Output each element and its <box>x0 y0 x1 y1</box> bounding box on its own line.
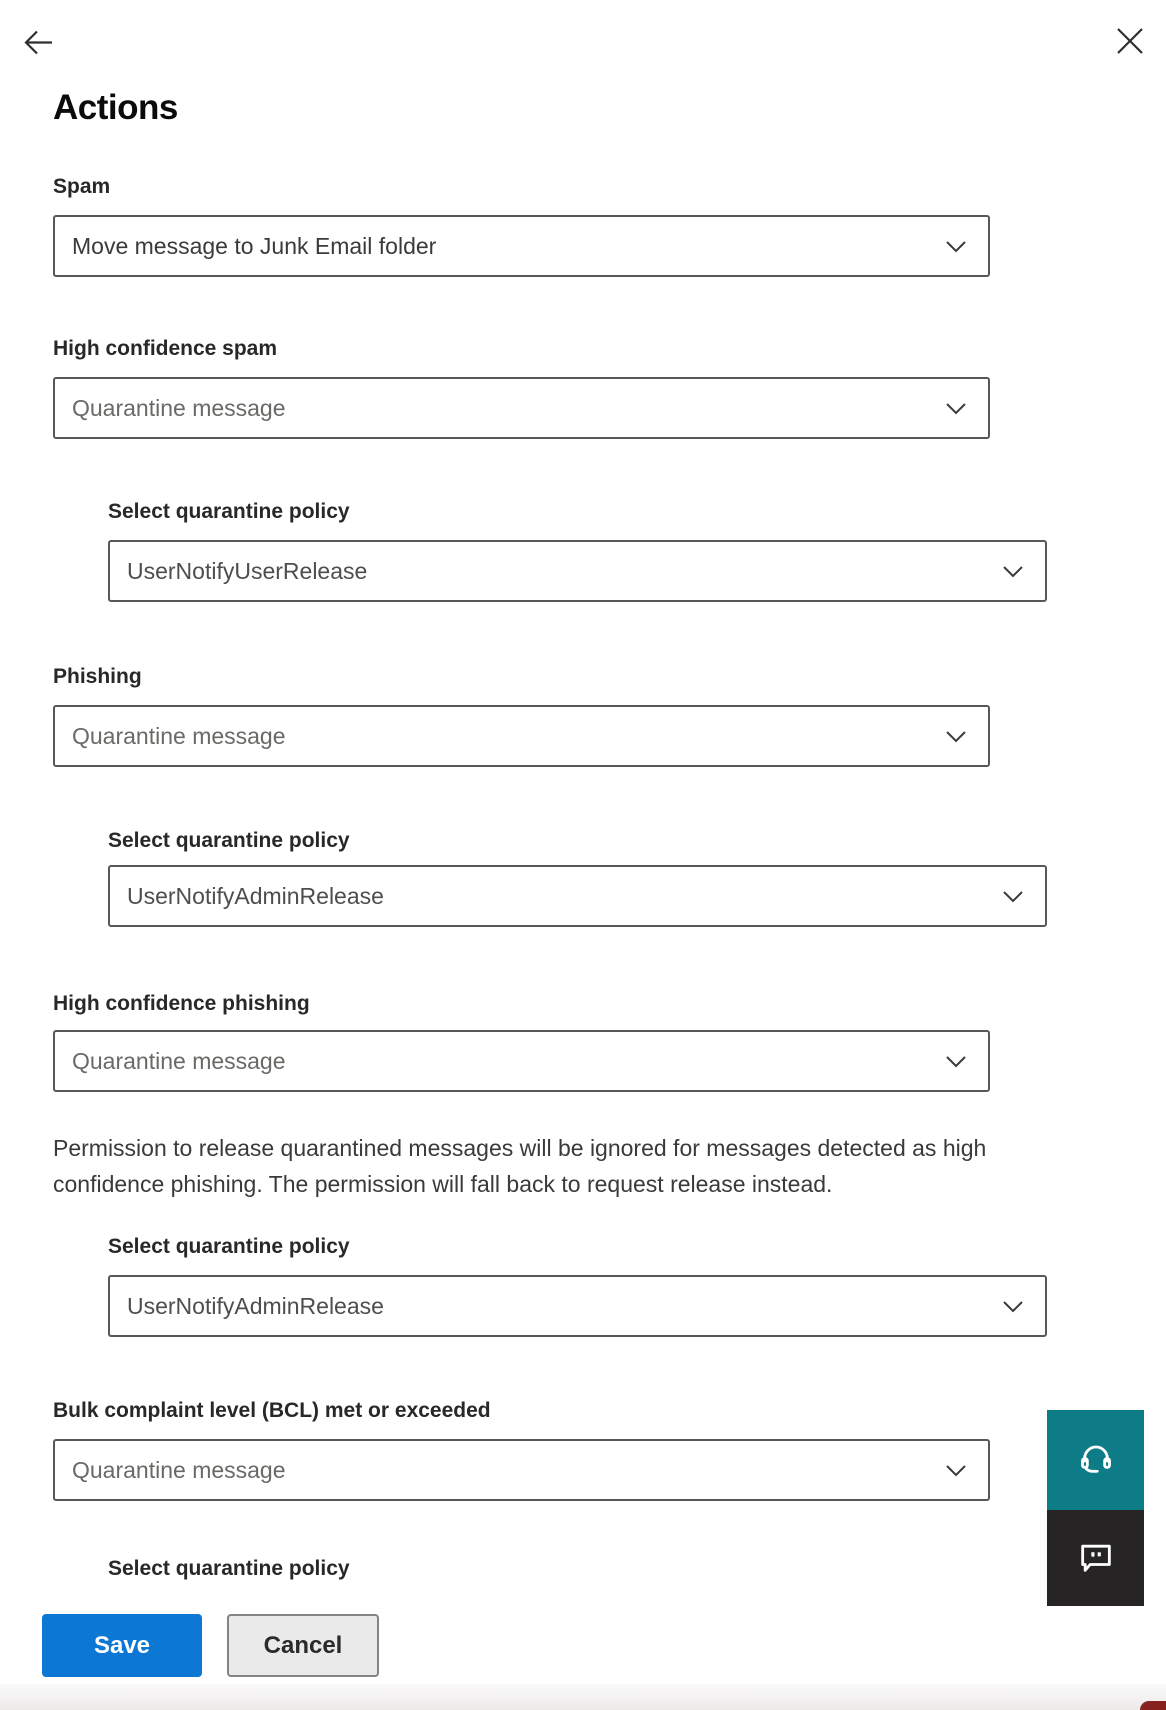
chevron-down-icon <box>1003 890 1023 902</box>
hcp-quarantine-policy-label: Select quarantine policy <box>108 1235 350 1258</box>
phishing-action-select[interactable] <box>53 705 990 767</box>
back-button[interactable] <box>22 26 55 59</box>
hcp-permission-note: Permission to release quarantined messages will be ignored for messages detected as high confidence phishing. The permission will fall back to request release instead. <box>53 1135 987 1197</box>
bcl-quarantine-policy-label: Select quarantine policy <box>108 1557 350 1580</box>
bcl-action-value: Quarantine message <box>72 1456 286 1483</box>
footer-bar <box>0 1580 1166 1710</box>
corner-artifact <box>1140 1701 1166 1710</box>
spam-action-value: Move message to Junk Email folder <box>72 232 437 259</box>
chevron-down-icon <box>946 730 966 742</box>
hcs-quarantine-policy-value: UserNotifyUserRelease <box>127 557 368 584</box>
high-confidence-spam-label: High confidence spam <box>53 337 278 360</box>
chat-bubble-icon <box>1076 1537 1116 1580</box>
chevron-down-icon <box>946 240 966 252</box>
bcl-action-select[interactable] <box>53 1439 990 1501</box>
hcs-quarantine-policy-select[interactable] <box>108 540 1047 602</box>
phishing-label: Phishing <box>53 665 142 688</box>
phishing-action-value: Quarantine message <box>72 722 286 749</box>
bcl-label: Bulk complaint level (BCL) met or exceeded <box>53 1399 491 1422</box>
hcs-quarantine-policy-label: Select quarantine policy <box>108 500 350 523</box>
chevron-down-icon <box>946 402 966 414</box>
arrow-left-icon <box>22 47 55 62</box>
phishing-quarantine-policy-label: Select quarantine policy <box>108 829 350 852</box>
high-confidence-phishing-value: Quarantine message <box>72 1047 286 1074</box>
cancel-button[interactable]: Cancel <box>227 1614 379 1677</box>
spam-label: Spam <box>53 175 111 198</box>
high-confidence-phishing-select[interactable] <box>53 1030 990 1092</box>
close-button[interactable] <box>1115 26 1145 56</box>
page-title: Actions <box>53 88 178 127</box>
help-support-button[interactable] <box>1047 1410 1144 1510</box>
chevron-down-icon <box>946 1055 966 1067</box>
high-confidence-spam-select[interactable] <box>53 377 990 439</box>
close-icon <box>1115 44 1145 59</box>
phishing-quarantine-policy-select[interactable] <box>108 865 1047 927</box>
feedback-chat-button[interactable] <box>1047 1510 1144 1606</box>
high-confidence-spam-value: Quarantine message <box>72 394 286 421</box>
footer-gradient <box>0 1684 1166 1710</box>
chevron-down-icon <box>1003 565 1023 577</box>
chevron-down-icon <box>946 1464 966 1476</box>
phishing-quarantine-policy-value: UserNotifyAdminRelease <box>127 882 384 909</box>
save-button[interactable]: Save <box>42 1614 202 1677</box>
chevron-down-icon <box>1003 1300 1023 1312</box>
headset-icon <box>1076 1439 1116 1482</box>
hcp-quarantine-policy-select[interactable] <box>108 1275 1047 1337</box>
hcp-quarantine-policy-value: UserNotifyAdminRelease <box>127 1292 384 1319</box>
high-confidence-phishing-label: High confidence phishing <box>53 992 310 1015</box>
spam-action-select[interactable] <box>53 215 990 277</box>
